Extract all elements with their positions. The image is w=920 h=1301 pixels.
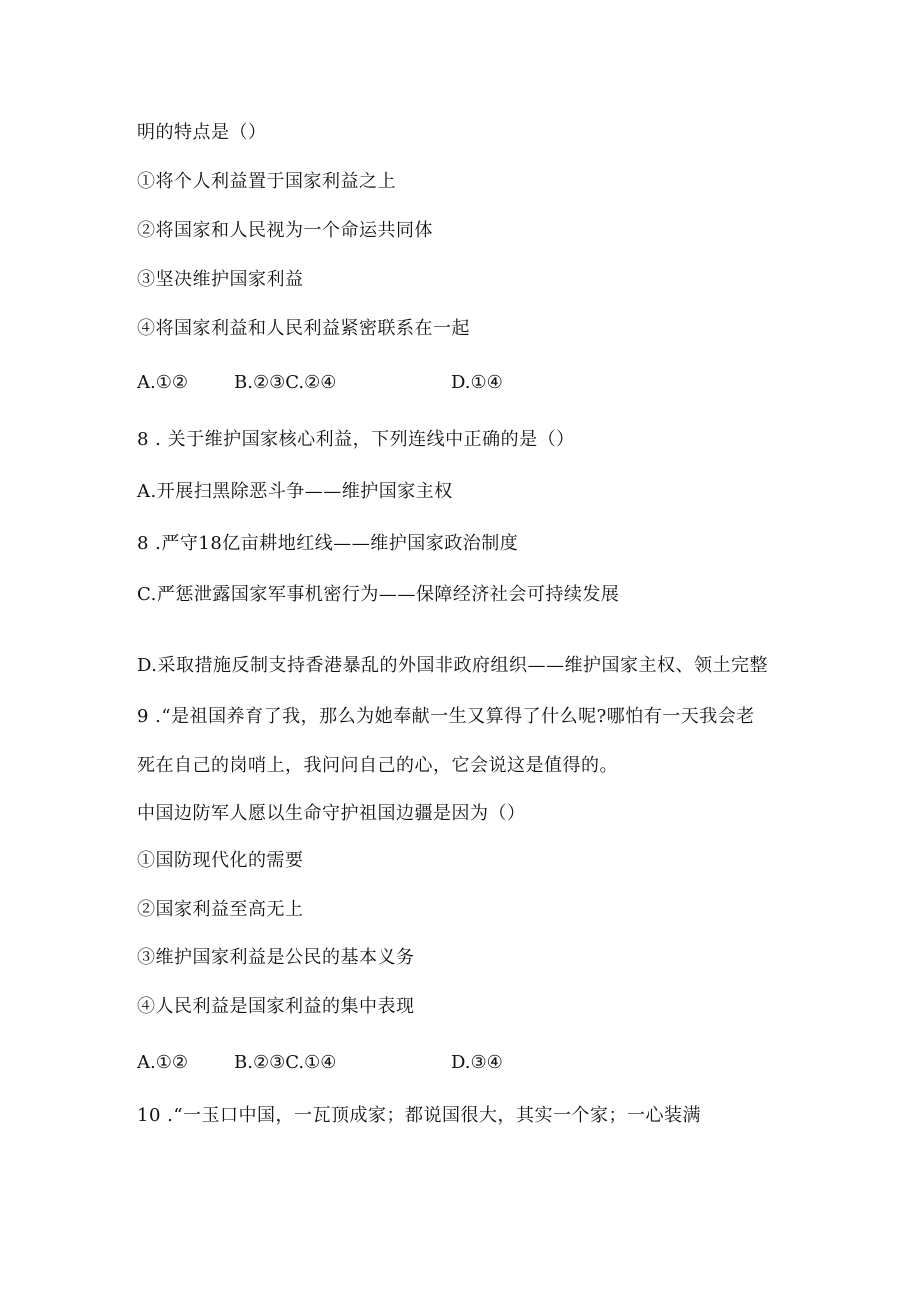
q9-item-4: ④人民利益是国家利益的集中表现: [137, 996, 415, 1017]
q7-stem-continued: 明的特点是（）: [137, 122, 267, 143]
q7-option-bc: B.②③C.②④: [234, 372, 337, 393]
q7-item-4: ④将国家利益和人民利益紧密联系在一起: [137, 318, 470, 339]
q7-item-2: ②将国家和人民视为一个命运共同体: [137, 220, 433, 241]
q8-stem: 8 . 关于维护国家核心利益，下列连线中正确的是（）: [137, 429, 575, 450]
q8-choice-a: A.开展扫黑除恶斗争——维护国家主权: [137, 481, 453, 502]
q8-choice-c: C.严惩泄露国家军事机密行为——保障经济社会可持续发展: [137, 584, 620, 605]
q7-item-3: ③坚决维护国家利益: [137, 269, 304, 290]
q9-item-2: ②国家利益至高无上: [137, 899, 304, 920]
q9-stem-line-3: 中国边防军人愿以生命守护祖国边疆是因为（）: [137, 803, 526, 824]
q7-option-a: A.①②: [137, 372, 188, 393]
q8-choice-d: D.采取措施反制支持香港暴乱的外国非政府组织——维护国家主权、领土完整: [137, 655, 769, 676]
q9-option-a: A.①②: [137, 1052, 188, 1073]
q9-option-bc: B.②③C.①④: [234, 1052, 337, 1073]
q9-item-1: ①国防现代化的需要: [137, 850, 304, 871]
q8-choice-b: 8 .严守18亿亩耕地红线——维护国家政治制度: [137, 533, 519, 554]
q7-option-d: D.①④: [451, 372, 503, 393]
q10-stem: 10 .“一玉口中国，一瓦顶成家；都说国很大，其实一个家；一心装满: [137, 1105, 702, 1126]
q9-stem-line-2: 死在自己的岗哨上，我问问自己的心，它会说这是值得的。: [137, 755, 618, 776]
q9-option-d: D.③④: [451, 1052, 503, 1073]
q9-item-3: ③维护国家利益是公民的基本义务: [137, 947, 415, 968]
q7-item-1: ①将个人利益置于国家利益之上: [137, 171, 396, 192]
q9-stem-line-1: 9 .“是祖国养育了我，那么为她奉献一生又算得了什么呢?哪怕有一天我会老: [137, 706, 755, 727]
